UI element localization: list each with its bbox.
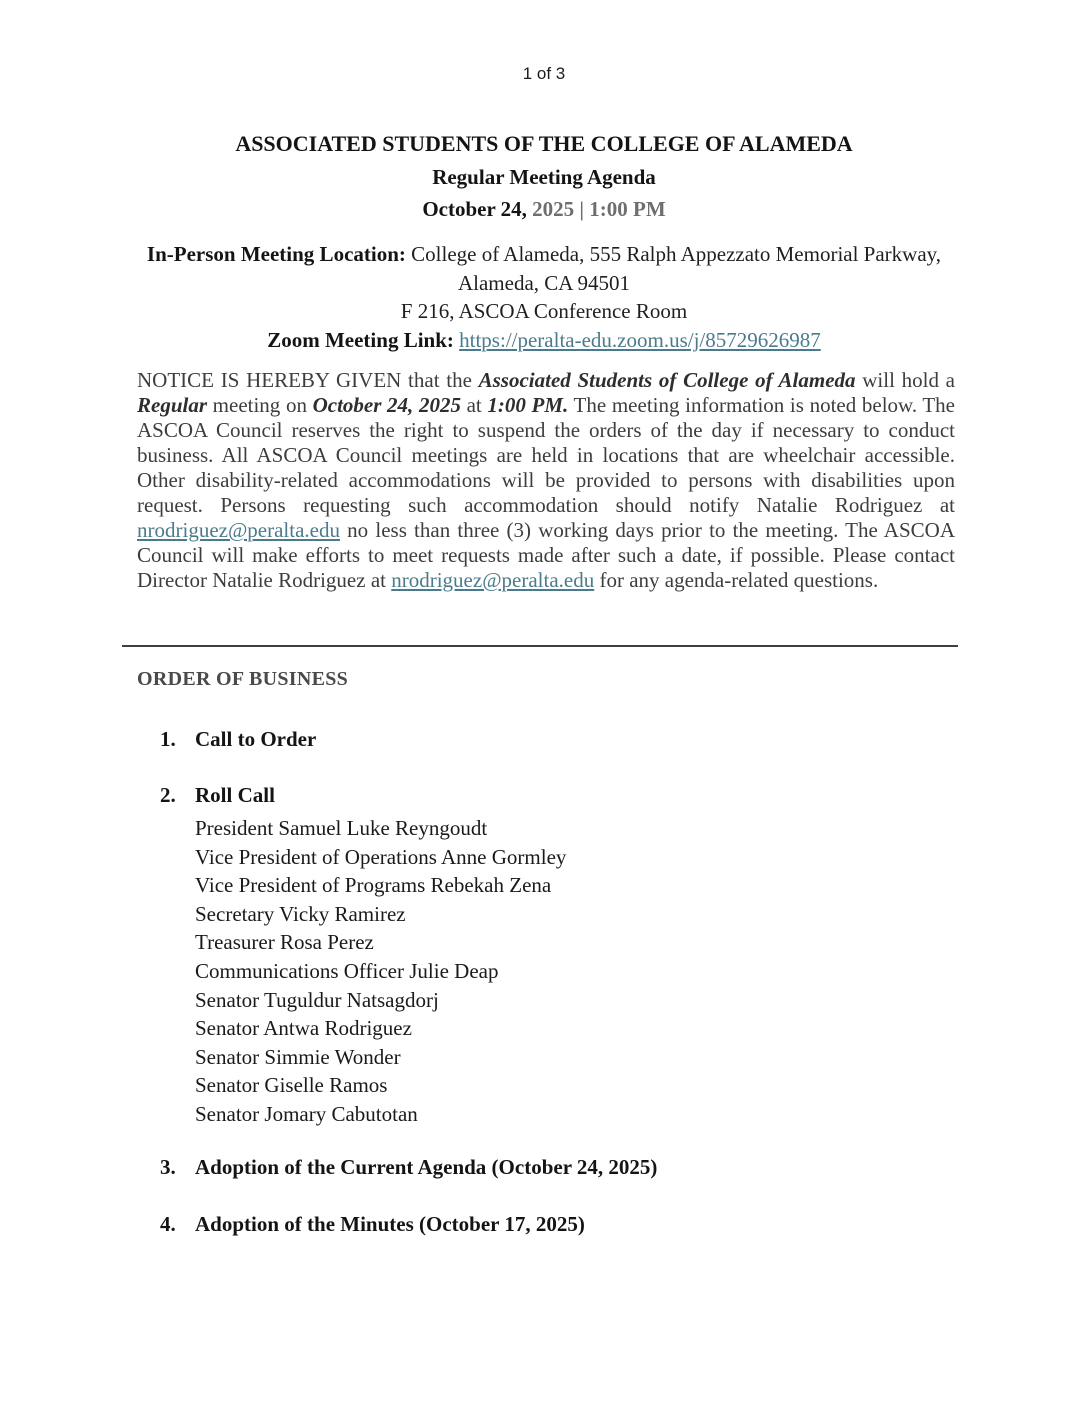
notice-text: at	[460, 393, 488, 417]
roll-call-member: Senator Tuguldur Natsagdorj	[195, 987, 439, 1012]
roll-call-member: Treasurer Rosa Perez	[195, 930, 374, 955]
item-label: Adoption of the Minutes (October 17, 2025)	[195, 1211, 585, 1236]
roll-call-member: Communications Officer Julie Deap	[195, 958, 499, 983]
agenda-item-adoption-agenda	[160, 1156, 960, 1178]
email-link[interactable]: nrodriguez@peralta.edu	[391, 568, 595, 592]
roll-call-member: Senator Antwa Rodriguez	[195, 1016, 412, 1041]
meeting-time: 2025 | 1:00 PM	[532, 197, 666, 221]
item-label: Adoption of the Current Agenda (October 24, 2025)	[195, 1154, 658, 1179]
zoom-link-label: Zoom Meeting Link:	[267, 327, 454, 352]
meeting-date: October 24,	[422, 197, 527, 221]
notice-date: October 24, 2025	[312, 393, 461, 417]
agenda-item-call-to-order	[160, 728, 960, 750]
item-number: 4.	[160, 1211, 176, 1236]
document-header	[0, 133, 1088, 220]
notice-text: no less than three (3) working days prior to the meeting. The ASCOA Council will make efforts to meet requests made after such a date, if possible. Please contact Director Natalie Rodriguez at	[137, 518, 955, 592]
notice-org-name: Associated Students of College of Alameda	[478, 368, 856, 392]
page-title: ASSOCIATED STUDENTS OF THE COLLEGE OF ALAMEDA	[235, 131, 853, 156]
notice-text: will hold a	[855, 368, 956, 392]
email-link[interactable]: nrodriguez@peralta.edu	[137, 518, 340, 542]
item-number: 3.	[160, 1154, 176, 1179]
zoom-meeting-link[interactable]: https://peralta-edu.zoom.us/j/85729626987	[459, 327, 821, 352]
meeting-room-line: F 216, ASCOA Conference Room	[400, 299, 688, 323]
meeting-location-line	[0, 240, 1088, 269]
item-number: 1.	[160, 727, 176, 751]
location-city-line: Alameda, CA 94501	[457, 270, 631, 295]
order-of-business-heading: ORDER OF BUSINESS	[137, 668, 349, 690]
notice-text: meeting on	[207, 393, 313, 417]
meeting-info-block	[0, 240, 1088, 354]
roll-call-member: Vice President of Programs Rebekah Zena	[195, 873, 552, 898]
location-value: College of Alameda, 555 Ralph Appezzato Memorial Parkway,	[405, 242, 942, 266]
agenda-list	[160, 728, 960, 1235]
notice-text: The meeting information is noted below. The ASCOA Council reserves the right to suspend the orders of the day if necessary to conduct business. All ASCOA Council meetings are held in locations that are wheelchair accessible. Other disability-related accommodations will be provided to persons with disabilities upon request. Persons requesting such accommodation should notify Natalie Rodriguez at	[137, 393, 955, 517]
item-label: Call to Order	[195, 727, 317, 751]
document-subtitle: Regular Meeting Agenda	[432, 165, 656, 189]
item-number: 2.	[160, 783, 176, 807]
section-divider	[122, 645, 958, 647]
roll-call-member: Senator Simmie Wonder	[195, 1044, 401, 1069]
notice-meeting-type: Regular	[137, 393, 208, 417]
notice-text: for any agenda-related questions.	[594, 568, 879, 592]
roll-call-member: Secretary Vicky Ramirez	[195, 901, 406, 926]
roll-call-member: Vice President of Operations Anne Gormley	[195, 844, 567, 869]
agenda-item-adoption-minutes	[160, 1213, 960, 1235]
roll-call-member: President Samuel Luke Reyngoudt	[195, 816, 488, 840]
notice-text: NOTICE IS HEREBY GIVEN that the	[137, 368, 479, 392]
roll-call-list	[195, 814, 960, 1129]
item-label: Roll Call	[195, 783, 275, 807]
roll-call-member: Senator Jomary Cabutotan	[195, 1101, 418, 1126]
roll-call-member: Senator Giselle Ramos	[195, 1073, 388, 1098]
notice-time: 1:00 PM.	[487, 393, 569, 417]
page-number: 1 of 3	[522, 64, 566, 83]
zoom-link-line	[0, 326, 1088, 355]
notice-paragraph	[137, 368, 955, 593]
location-label: In-Person Meeting Location:	[146, 242, 406, 266]
meeting-dateline	[0, 198, 1088, 220]
agenda-item-roll-call	[160, 784, 960, 806]
